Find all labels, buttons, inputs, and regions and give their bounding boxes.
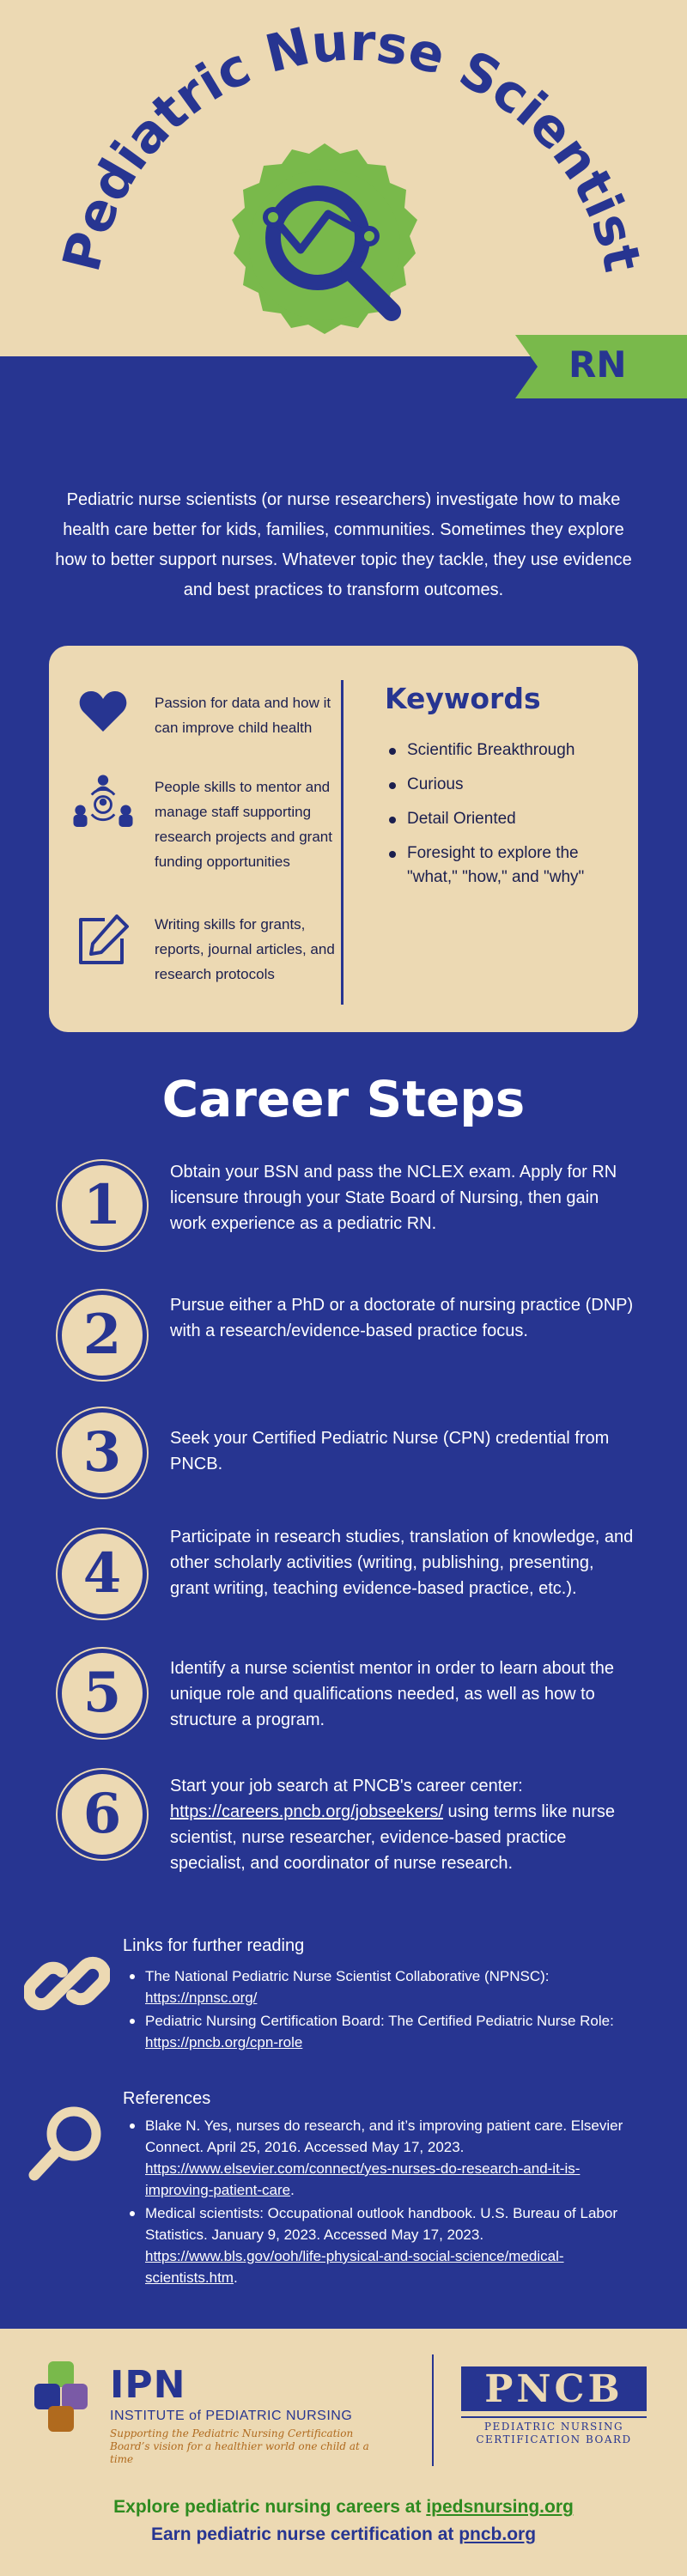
intro-paragraph: Pediatric nurse scientists (or nurse researchers) investigate how to make health care better for kids, families, communities. Sometimes they explore how to better support nurses. Whatever topic they tackle, they use evidence and best practices to transform outcomes. [55, 490, 632, 599]
footer [0, 2329, 687, 2576]
reference-suffix: . [233, 2269, 238, 2286]
step-text: Seek your Certified Pediatric Nurse (CPN) credential from PNCB. [170, 1429, 610, 1473]
step-number-badge [58, 1770, 147, 1859]
step-number-badge [58, 1291, 147, 1380]
keyword-item: Scientific Breakthrough [385, 738, 617, 762]
step-number-badge [58, 1529, 147, 1619]
skill-text: Passion for data and how it can improve child health [155, 695, 331, 736]
ipedsnursing-link[interactable]: ipedsnursing.org [426, 2497, 574, 2517]
team-network-icon [73, 775, 133, 835]
keyword-item: Foresight to explore the "what," "how," and "why" [385, 841, 617, 890]
step-number: 1 [82, 1173, 122, 1237]
career-steps-title: Career Steps [161, 1070, 526, 1128]
skill-text: Writing skills for grants, reports, journal articles, and research protocols [155, 916, 335, 982]
cpn-role-link[interactable]: https://pncb.org/cpn-role [145, 2034, 303, 2050]
step-text-intro: Start your job search at PNCB's career center: [170, 1777, 523, 1795]
reference-suffix: . [290, 2182, 295, 2198]
keyword-item: Detail Oriented [385, 807, 617, 831]
step-text [170, 1773, 634, 1876]
references-list [125, 2115, 640, 2290]
reference-item [125, 2202, 640, 2288]
step-text: Participate in research studies, translation of knowledge, and other scholarly activities (writing, publishing, presenting, grant writing, teaching evidence-based practice, etc.). [170, 1528, 634, 1598]
step-text: Identify a nurse scientist mentor in order to learn about the unique role and qualifications needed, as well as how to structure a program. [170, 1659, 614, 1729]
links-title: Links for further reading [123, 1936, 305, 1955]
pncb-wordmark: PNCB [484, 2366, 623, 2411]
pncb-logo [461, 2366, 647, 2411]
step-number: 6 [82, 1782, 122, 1846]
cta-careers [0, 2497, 687, 2518]
npnsc-link[interactable]: https://npnsc.org/ [145, 1990, 258, 2006]
step-number-badge [58, 1408, 147, 1498]
step-text-rest: using terms like nurse scientist, nurse researcher, evidence-based practice specialist, and coordinator of nurse research. [170, 1802, 616, 1873]
ipn-puzzle-logo [27, 2353, 113, 2439]
ipn-tagline: Supporting the Pediatric Nursing Certification Board’s vision for a healthier world one child at a time [110, 2427, 369, 2465]
step-number: 5 [82, 1661, 122, 1725]
link-item-text: The National Pediatric Nurse Scientist Collaborative (NPNSC): [145, 1968, 550, 1984]
step-text: Obtain your BSN and pass the NCLEX exam. Apply for RN licensure through your State Board of Nursing, then gain work experience as a pediatric RN. [170, 1163, 617, 1233]
ipn-full-name: INSTITUTE of PEDIATRIC NURSING [110, 2409, 353, 2423]
references-title: References [123, 2089, 211, 2108]
step-text: Pursue either a PhD or a doctorate of nursing practice (DNP) with a research/evidence-based practice focus. [170, 1296, 634, 1340]
link-item [125, 1965, 640, 2008]
reference-text: Blake N. Yes, nurses do research, and it’s improving patient care. Elsevier Connect. April 25, 2016. Accessed May 17, 2023. [145, 2117, 623, 2155]
pncb-full-name: PEDIATRIC NURSING CERTIFICATION BOARD [461, 2416, 647, 2446]
cta-careers-text: Explore pediatric nursing careers at [113, 2497, 427, 2517]
career-center-link[interactable]: https://careers.pncb.org/jobseekers/ [170, 1802, 443, 1821]
chain-link-icon [24, 1941, 110, 2026]
step-number-badge [58, 1649, 147, 1738]
pncb-link[interactable]: pncb.org [459, 2524, 537, 2544]
header [0, 0, 687, 404]
card-divider [341, 680, 344, 1005]
page-title: Pediatric Nurse Scientist [52, 12, 653, 277]
step-number: 4 [82, 1541, 122, 1606]
link-item [125, 2010, 640, 2053]
reference-item [125, 2115, 640, 2201]
elsevier-link[interactable]: https://www.elsevier.com/connect/yes-nurses-do-research-and-it-is-improving-patient-care [145, 2160, 581, 2198]
step-number: 2 [82, 1303, 122, 1367]
magnifier-chart-seal [222, 142, 428, 404]
step-number: 3 [82, 1420, 122, 1485]
ipn-wordmark: IPN [110, 2363, 186, 2407]
rn-badge: RN [568, 343, 627, 386]
heart-icon [73, 682, 133, 742]
keyword-item: Curious [385, 773, 617, 797]
cta-certification-text: Earn pediatric nurse certification at [150, 2524, 459, 2544]
skills-card [49, 646, 638, 1032]
magnifier-icon [24, 2099, 110, 2185]
step-number-badge [58, 1161, 147, 1250]
edit-document-icon [73, 910, 133, 970]
skill-text: People skills to mentor and manage staff supporting research projects and grant funding opportunities [155, 779, 332, 870]
bls-link[interactable]: https://www.bls.gov/ooh/life-physical-and-social-science/medical-scientists.htm [145, 2248, 564, 2286]
keywords-title: Keywords [385, 682, 541, 715]
keywords-list [385, 738, 617, 900]
footer-divider [432, 2354, 434, 2466]
reference-text: Medical scientists: Occupational outlook handbook. U.S. Bureau of Labor Statistics. January 9, 2023. Accessed May 17, 2023. [145, 2205, 617, 2243]
link-item-text: Pediatric Nursing Certification Board: The Certified Pediatric Nurse Role: [145, 2013, 614, 2029]
cta-certification [0, 2524, 687, 2545]
links-list [125, 1965, 640, 2055]
